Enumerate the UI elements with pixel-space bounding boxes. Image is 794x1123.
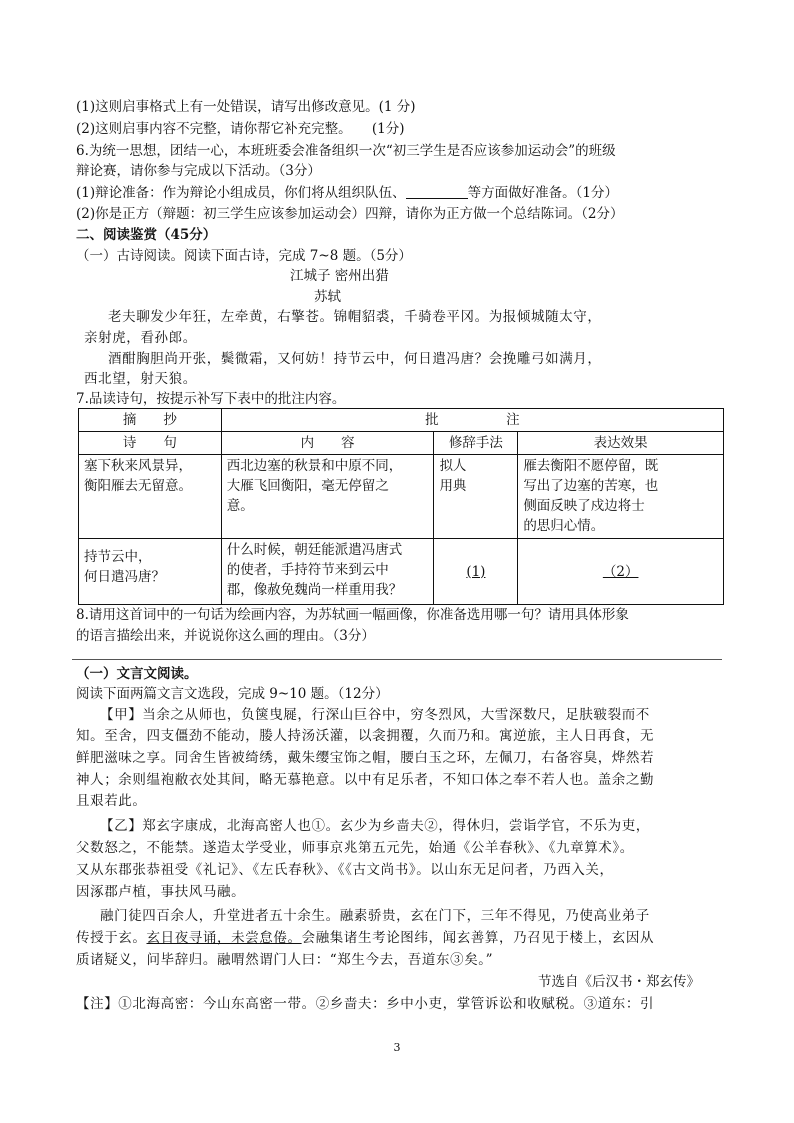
jia-line: 知。至舍，四支僵劲不能动，媵人持汤沃灌，以衾拥覆，久而乃和。寓逆旅，主人日再食，无 [76, 728, 655, 744]
row1-effect: 雁去衡阳不愿停留，既 写出了边塞的苦寒，也 侧面反映了戍边将士 的思归心情。 [518, 455, 724, 539]
poem-title: 江城子 密州出猎 [290, 268, 389, 284]
page-number: 3 [393, 1041, 401, 1054]
row2-rhetoric-answer[interactable]: (1) [434, 539, 518, 605]
yi-line: 【乙】郑玄字康成，北海高密人也①。玄少为乡啬夫②，得休归，尝诣学官，不乐为吏， [100, 818, 650, 834]
table-row [79, 539, 724, 605]
section-heading: 二、阅读鉴赏（45分） [76, 227, 217, 243]
yi-line: 因涿郡卢植，事扶风马融。 [76, 884, 246, 900]
yi-line: 质诸疑义，问毕辞归。融喟然谓门人曰：“郑生今去，吾道东③矣。” [76, 952, 494, 968]
q5-sub2: (2)这则启事内容不完整，请你帮它补充完整。 (1分) [76, 121, 405, 137]
header-effect: 表达效果 [518, 432, 724, 455]
row1-rhetoric: 拟人 用典 [434, 455, 518, 539]
jia-line: 且艰若此。 [76, 793, 147, 809]
row2-line: 持节云中， 何日遣冯唐？ [79, 539, 222, 605]
part2-heading: （一）文言文阅读。 [76, 666, 198, 682]
answer-blank[interactable] [406, 184, 468, 199]
divider [72, 659, 722, 660]
q6-sub1-after: 等方面做好准备。（1分） [467, 185, 618, 201]
q6-sub1-before: (1)辩论准备：作为辩论小组成员，你们将从组织队伍、 [76, 185, 406, 201]
jia-line: 【甲】当余之从师也，负箧曳屣，行深山巨谷中，穷冬烈风，大雪深数尺，足肤皲裂而不 [100, 707, 650, 723]
annotation-table [78, 408, 724, 605]
q6-line1: 6.为统一思想，团结一心，本班班委会准备组织一次“初三学生是否应该参加运动会”的班级 [76, 143, 616, 159]
yi-line: 父数怒之，不能禁。遂造太学受业，师事京兆第五元先，始通《公羊春秋》、《九章算术》。 [76, 840, 634, 856]
table-subheader-row [79, 432, 724, 455]
header-content: 内 容 [221, 432, 434, 455]
source-citation: 节选自《后汉书・郑玄传》 [538, 974, 700, 990]
header-line: 诗 句 [79, 432, 222, 455]
table-row [79, 455, 724, 539]
row2-effect-answer[interactable]: （2） [518, 539, 724, 605]
row1-line: 塞下秋来风景异， 衡阳雁去无留意。 [79, 455, 222, 539]
row2-content: 什么时候，朝廷能派遣冯唐式 的使者，手持符节来到云中 郡，像赦免魏尚一样重用我？ [221, 539, 434, 605]
q6-sub2: (2)你是正方（辩题：初三学生应该参加运动会）四辩，请你为正方做一个总结陈词。（2分） [76, 206, 624, 222]
poem-line: 西北望，射天狼。 [84, 371, 197, 387]
header-rhetoric: 修辞手法 [434, 432, 518, 455]
q6-sub1 [76, 183, 618, 203]
q5-sub1: (1)这则启事格式上有一处错误，请写出修改意见。(1 分) [76, 99, 416, 115]
poem-line: 酒酣胸胆尚开张，鬓微霜，又何妨！持节云中，何日遣冯唐？会挽雕弓如满月， [108, 351, 602, 367]
q6-line2: 辩论赛，请你参与完成以下活动。（3分） [76, 163, 321, 179]
q8-line1: 8.请用这首词中的一句话为绘画内容，为苏轼画一幅画像，你准备选用哪一句？请用具体形象 [76, 607, 629, 623]
header-excerpt: 摘 抄 [79, 409, 222, 432]
poem-author: 苏轼 [314, 289, 341, 305]
q8-line2: 的语言描绘出来，并说说你这么画的理由。（3分） [76, 628, 375, 644]
header-annotation: 批 注 [221, 409, 723, 432]
yi-line: 又从东郡张恭祖受《礼记》、《左氏春秋》、《《古文尚书》。以山东无足问者，乃西入关， [76, 862, 614, 878]
q7-question: 7.品读诗句，按提示补写下表中的批注内容。 [76, 391, 346, 407]
row1-content: 西北边塞的秋景和中原不同， 大雁飞回衡阳，毫无停留之 意。 [221, 455, 434, 539]
jia-line: 神人；余则缊袍敝衣处其间，略无慕艳意。以中有足乐者，不知口体之奉不若人也。盖余之勤 [76, 772, 655, 788]
table-header-row [79, 409, 724, 432]
poem-line: 亲射虎，看孙郎。 [84, 330, 197, 346]
poem-line: 老夫聊发少年狂，左牵黄，右擎苍。锦帽貂裘，千骑卷平冈。为报倾城随太守， [108, 309, 602, 325]
underlined-sentence: 玄日夜寻诵，未尝怠倦。 [146, 930, 302, 946]
yi-line: 传授于玄。玄日夜寻诵，未尝怠倦。会融集诸生考论图纬，闻玄善算，乃召见于楼上，玄因从 [76, 930, 655, 946]
part1-intro: （一）古诗阅读。阅读下面古诗，完成 7~8 题。（5分） [76, 248, 412, 264]
part2-intro: 阅读下面两篇文言文选段，完成 9~10 题。（12分） [76, 686, 389, 702]
yi-line: 融门徒四百余人，升堂进者五十余生。融素骄贵，玄在门下，三年不得见，乃使高业弟子 [100, 908, 650, 924]
jia-line: 鲜肥滋味之享。同舍生皆被绮绣，戴朱缨宝饰之帽，腰白玉之环，左佩刀，右备容臭，烨然若 [76, 750, 655, 766]
footnote: 【注】①北海高密：今山东高密一带。②乡啬夫：乡中小吏，掌管诉讼和收赋税。③道东：引 [76, 996, 655, 1012]
